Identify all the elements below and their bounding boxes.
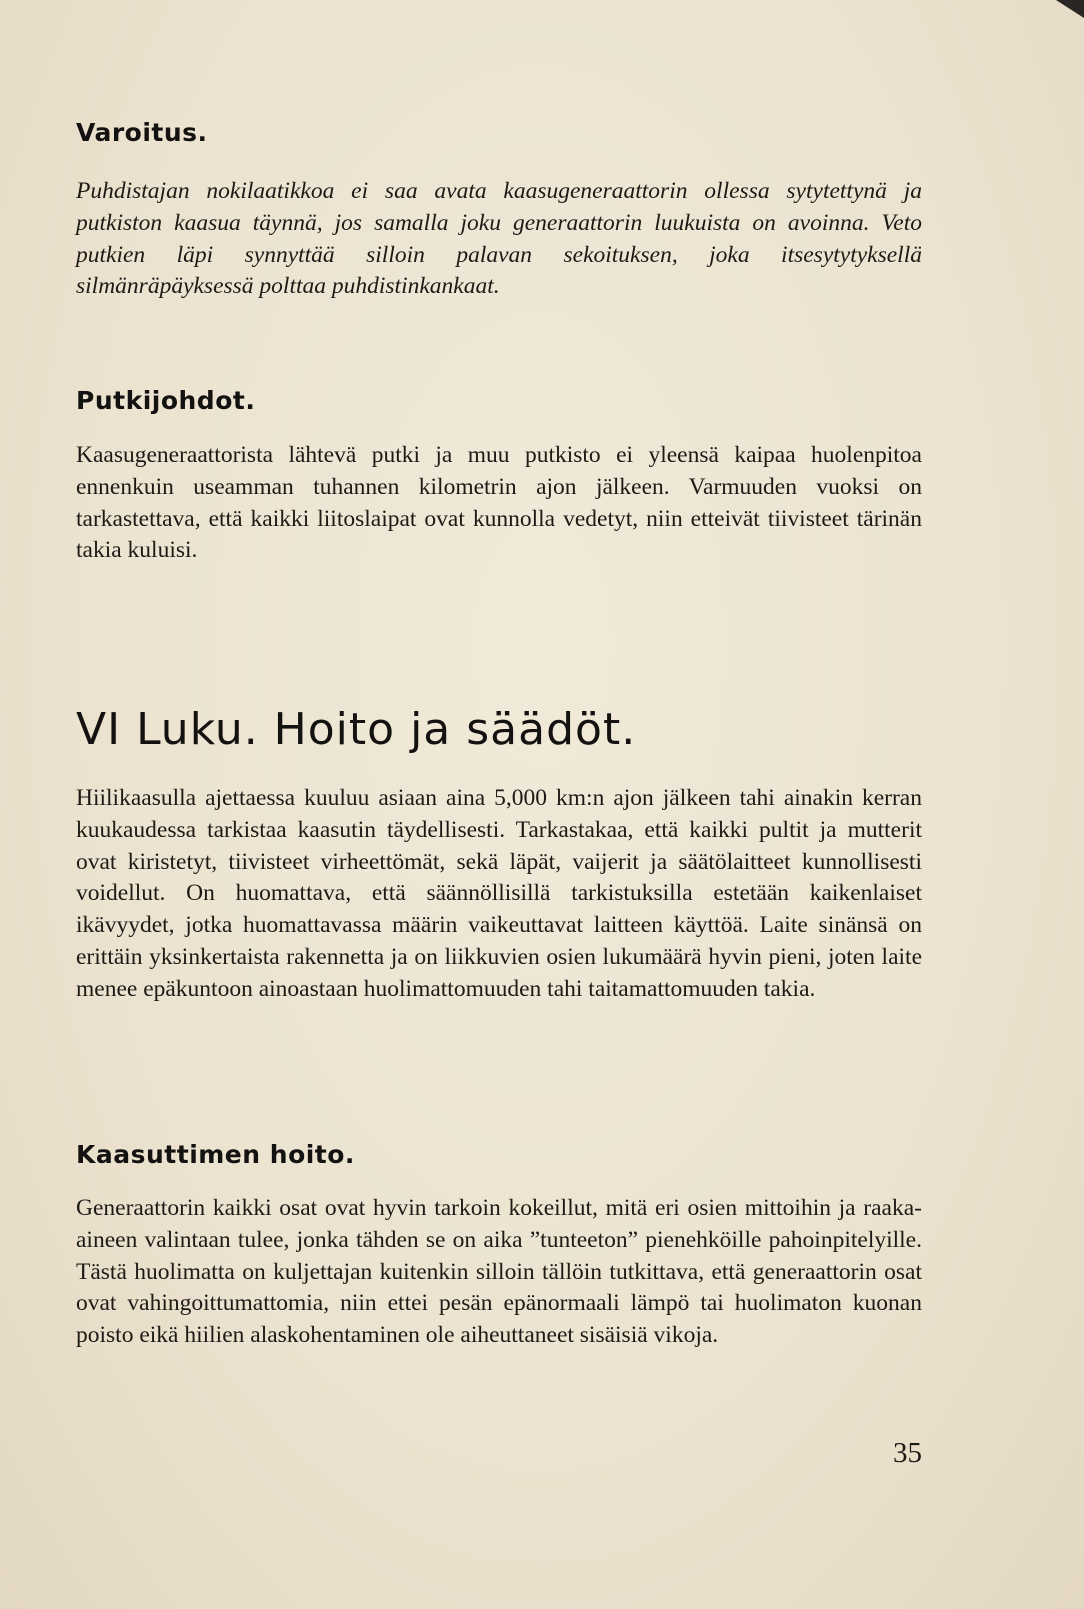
pipes-section — [76, 386, 922, 415]
pipes-block — [76, 440, 922, 567]
pipes-heading: Putkijohdot. — [76, 386, 256, 415]
carburetor-section — [76, 1140, 922, 1169]
chapter-paragraph: Hiilikaasulla ajettaessa kuuluu asiaan aina 5,000 km:n ajon jälkeen tahi ainakin kerran kuukaudessa tarkistaa kaasutin täydellisesti. Tarkastakaa, että kaikki pultit ja mutterit ovat kiristetyt, tiivisteet virheettömät, sekä läpät, vaijerit ja säätölaitteet kunnollisesti voidellut. On huomattava, että säännöllisillä tarkistuksilla estetään kaikenlaiset ikävyydet, jotka huomattavassa määrin vaikeuttavat laitteen käyttöä. Laite sinänsä on erittäin yksinkertaista rakennetta ja on liikkuvien osien lukumäärä hyvin pieni, joten laite menee epäkuntoon ainoastaan huolimattomuuden tahi taitamattomuuden takia. — [76, 785, 922, 1002]
carburetor-heading: Kaasuttimen hoito. — [76, 1140, 355, 1169]
pipes-paragraph: Kaasugeneraattorista lähtevä putki ja muu putkisto ei yleensä kaipaa huolenpitoa ennenkuin useamman tuhannen kilometrin ajon jälkeen. Varmuuden vuoksi on tarkastettava, että kaikki liitoslaipat ovat kunnolla vedetyt, niin etteivät tiivisteet tärinän takia kuluisi. — [76, 442, 922, 564]
warning-paragraph: Puhdistajan nokilaatikkoa ei saa avata kaasugeneraattorin ollessa sytytettynä ja putkiston kaasua täynnä, jos samalla joku generaattorin luukuista on avoinna. Veto putkien läpi synnyttää silloin palavan sekoituksen, joka itsesytytyksellä silmänräpäyksessä polttaa puhdistinkankaat. — [76, 178, 922, 300]
page-corner-mark — [1056, 0, 1084, 18]
carburetor-paragraph: Generaattorin kaikki osat ovat hyvin tarkoin kokeillut, mitä eri osien mittoihin ja raaka-aineen valintaan tulee, jonka tähden se on aika ”tunteeton” pienehköille pahoinpitelyille. Tästä huolimatta on kuljettajan kuitenkin silloin tällöin tutkittava, että generaattorin osat ovat vahingoittumattomia, niin ettei pesän epänormaali lämpö tai huolimaton kuonan poisto eikä hiilien alaskohentaminen ole aiheuttaneet sisäisiä vikoja. — [76, 1195, 922, 1349]
chapter-heading: VI Luku. Hoito ja säädöt. — [76, 704, 637, 755]
warning-block — [76, 176, 922, 303]
warning-heading: Varoitus. — [76, 118, 208, 147]
carburetor-block — [76, 1193, 922, 1352]
warning-section — [76, 118, 922, 147]
page-number: 35 — [893, 1437, 922, 1469]
chapter-section — [76, 704, 922, 755]
chapter-block — [76, 783, 922, 1006]
